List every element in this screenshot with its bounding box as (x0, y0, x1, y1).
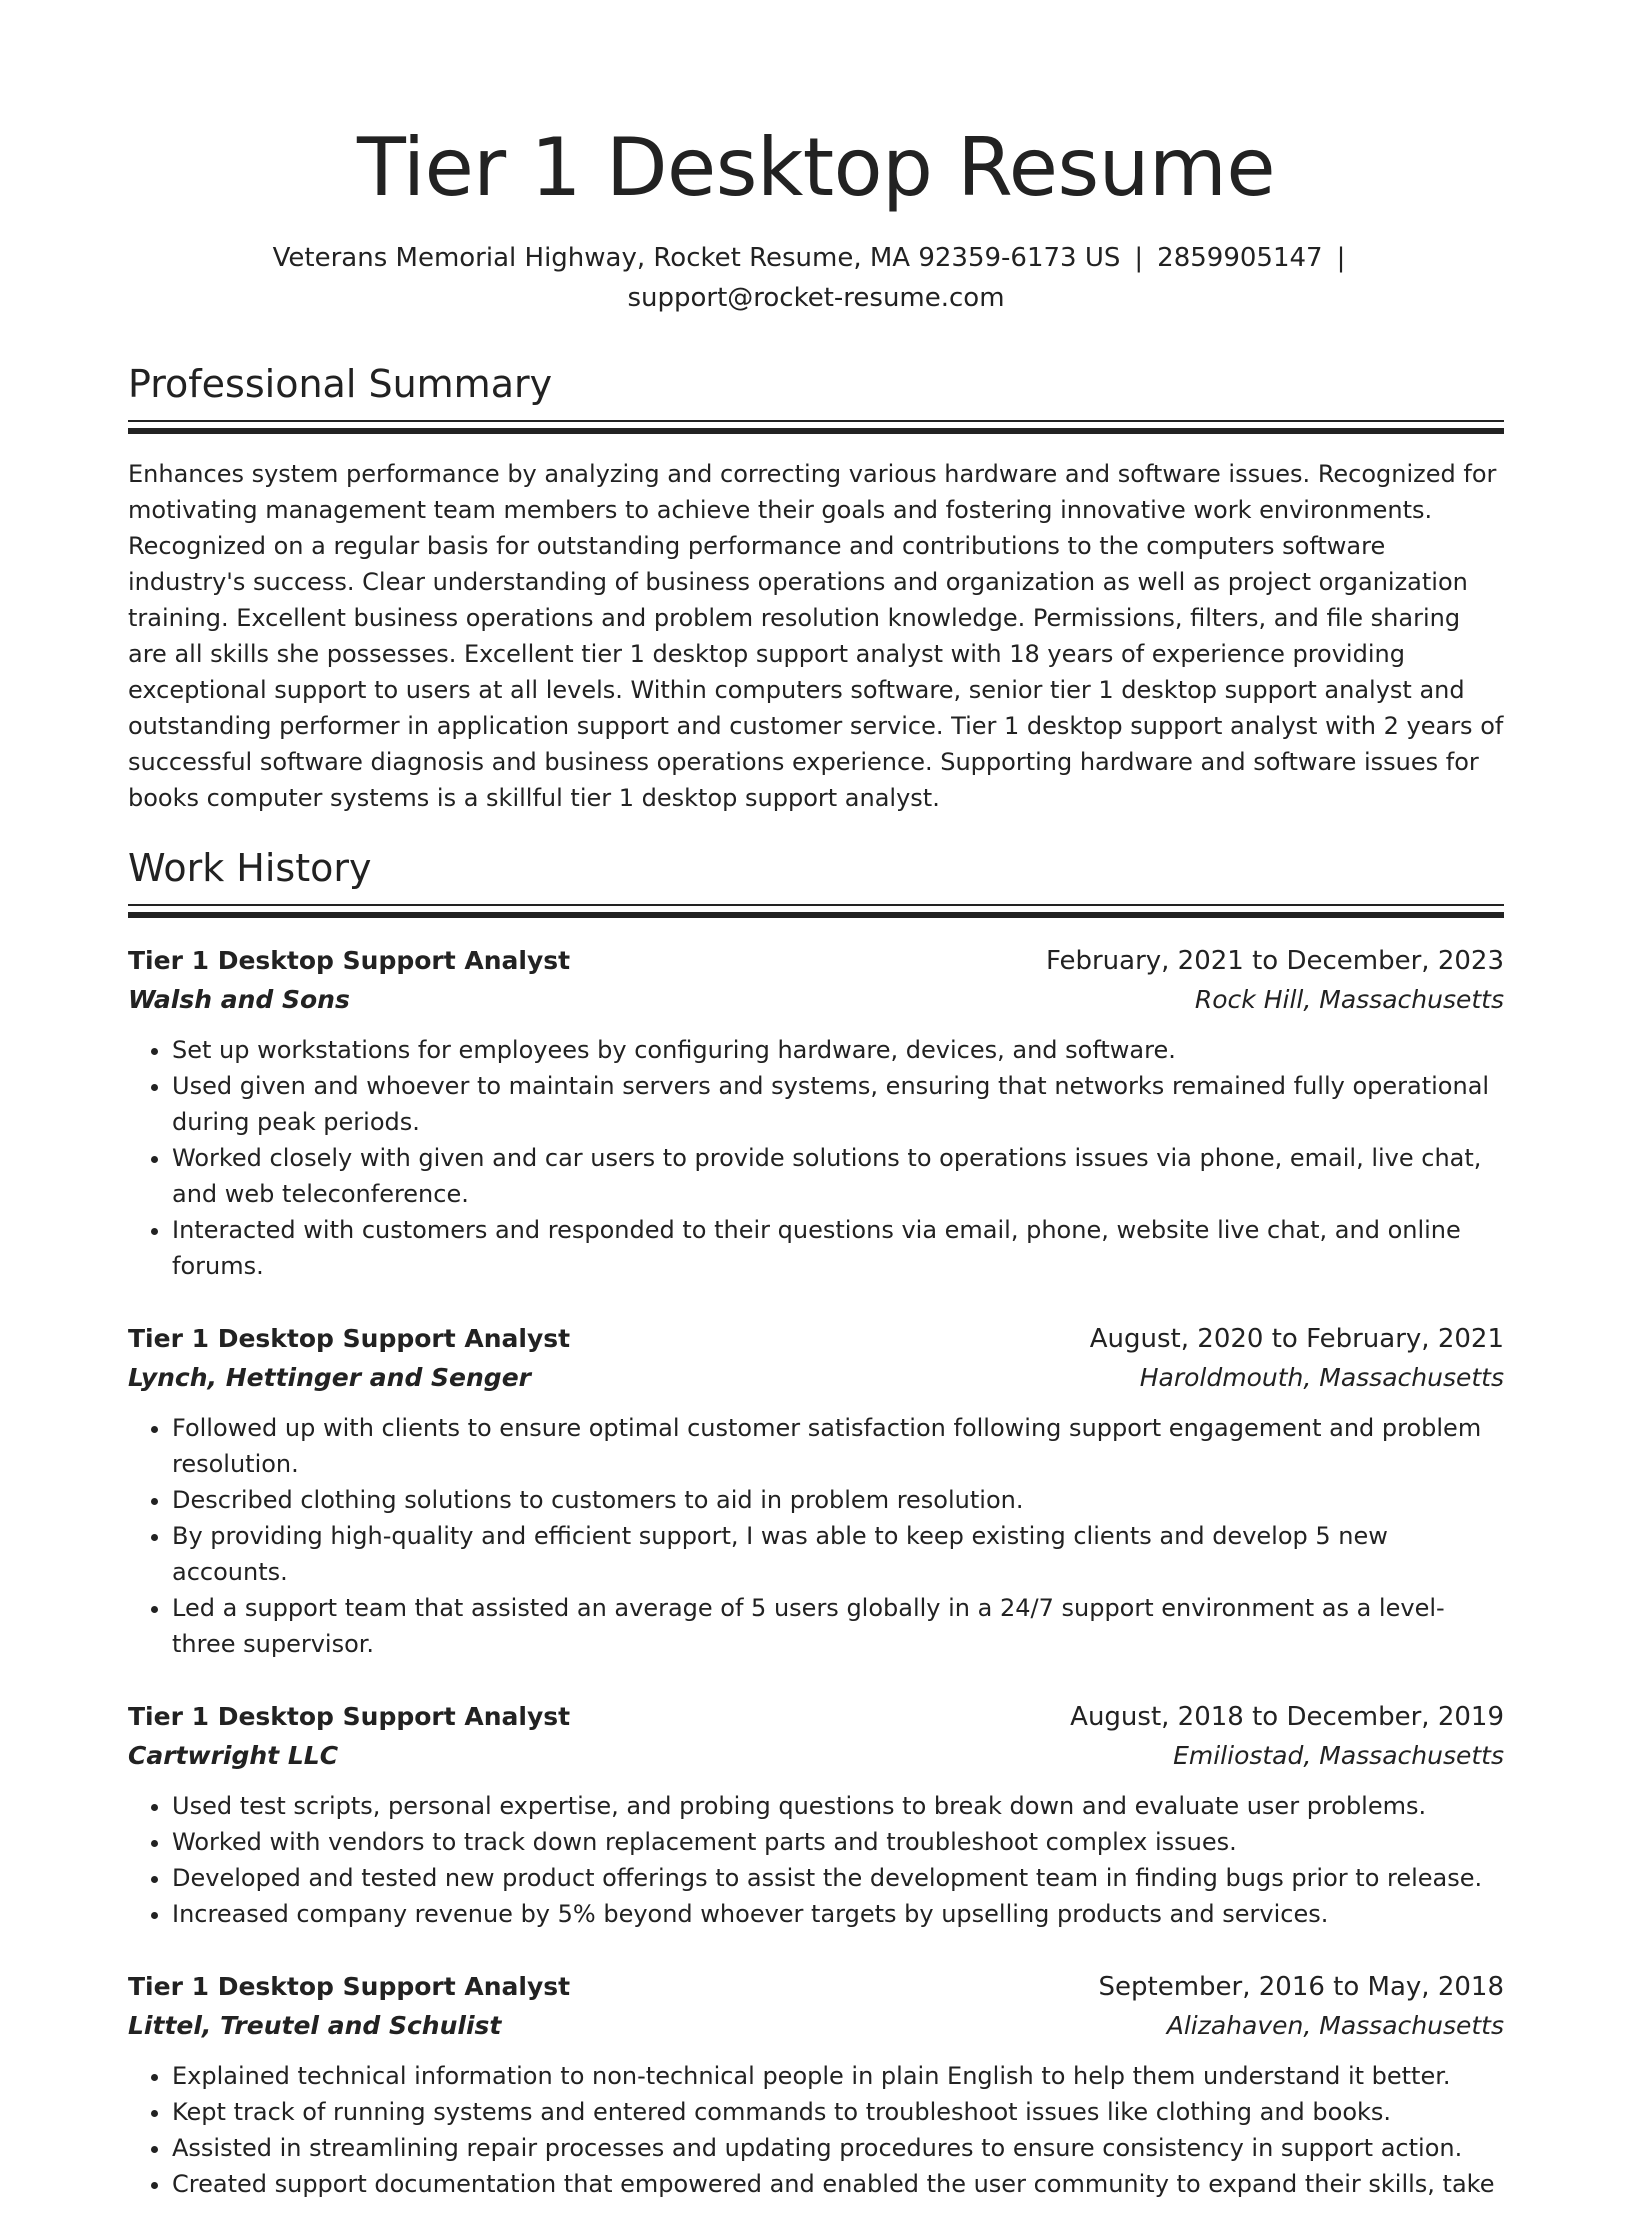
job-company: Lynch, Hettinger and Senger (128, 1363, 531, 1392)
job-header-row (128, 1320, 1504, 1358)
job-entry (128, 1698, 1504, 1932)
job-company-row (128, 1358, 1504, 1398)
duty-item: • Assisted in streamlining repair processes and updating procedures to ensure consistency in support action. (172, 2130, 1504, 2166)
summary-text: Enhances system performance by analyzing and correcting various hardware and software issues. Recognized for motivating management team members to achieve their goals and fostering innovative work environments. Recognized on a regular basis for outstanding performance and contributions to the computers software industry's success. Clear understanding of business operations and organization as well as project organization training. Excellent business operations and problem resolution knowledge. Permissions, filters, and file sharing are all skills she possesses. Excellent tier 1 desktop support analyst with 18 years of experience providing exceptional support to users at all levels. Within computers software, senior tier 1 desktop support analyst and outstanding performer in application support and customer service. Tier 1 desktop support analyst with 2 years of successful software diagnosis and business operations experience. Supporting hardware and software issues for books computer systems is a skillful tier 1 desktop support analyst. (128, 460, 1504, 812)
job-header-row (128, 942, 1504, 980)
job-header-row (128, 1968, 1504, 2006)
job-entry (128, 942, 1504, 1284)
job-location: Rock Hill, Massachusetts (1194, 985, 1504, 1014)
job-list (128, 942, 1504, 2202)
job-duties (128, 1032, 1504, 1284)
job-company-row (128, 2006, 1504, 2046)
section-divider (128, 420, 1504, 422)
job-company-row (128, 1736, 1504, 1776)
job-dates: February, 2021 to December, 2023 (1045, 946, 1504, 976)
job-company: Cartwright LLC (128, 1741, 339, 1770)
job-dates: August, 2018 to December, 2019 (1070, 1702, 1504, 1732)
job-title: Tier 1 Desktop Support Analyst (128, 946, 571, 975)
job-duties (128, 1410, 1504, 1662)
duty-item: • Used given and whoever to maintain servers and systems, ensuring that networks remained fully operational during peak periods. (172, 1068, 1504, 1140)
contact-info (128, 238, 1504, 318)
duty-item: • Described clothing solutions to customers to aid in problem resolution. (172, 1482, 1504, 1518)
job-location: Haroldmouth, Massachusetts (1139, 1363, 1504, 1392)
job-duties (128, 2058, 1504, 2202)
duty-item: • Increased company revenue by 5% beyond whoever targets by upselling products and services. (172, 1896, 1504, 1932)
job-entry (128, 1968, 1504, 2202)
job-location: Alizahaven, Massachusetts (1166, 2011, 1504, 2040)
section-heading-summary: Professional Summary (128, 362, 553, 406)
job-duties (128, 1788, 1504, 1932)
work-history-section (128, 844, 1504, 2202)
contact-separator: | (1336, 243, 1346, 273)
duty-item: • By providing high-quality and efficient support, I was able to keep existing clients and develop 5 new accounts. (172, 1518, 1504, 1590)
duty-item: • Worked with vendors to track down replacement parts and troubleshoot complex issues. (172, 1824, 1504, 1860)
duty-item: • Used test scripts, personal expertise, and probing questions to break down and evaluate user problems. (172, 1788, 1504, 1824)
job-header-row (128, 1698, 1504, 1736)
job-location: Emiliostad, Massachusetts (1173, 1741, 1504, 1770)
contact-phone: 2859905147 (1157, 243, 1323, 273)
contact-separator: | (1134, 243, 1144, 273)
job-company-row (128, 980, 1504, 1020)
professional-summary-section (128, 360, 1504, 816)
section-divider (128, 904, 1504, 906)
duty-item: • Created support documentation that empowered and enabled the user community to expand their skills, take (172, 2166, 1504, 2202)
job-company: Littel, Treutel and Schulist (128, 2011, 502, 2040)
job-title: Tier 1 Desktop Support Analyst (128, 1702, 571, 1731)
resume-page (128, 118, 1504, 2238)
job-entry (128, 1320, 1504, 1662)
job-dates: August, 2020 to February, 2021 (1089, 1324, 1504, 1354)
duty-item: • Worked closely with given and car users to provide solutions to operations issues via phone, email, live chat, and web teleconference. (172, 1140, 1504, 1212)
duty-item: • Set up workstations for employees by configuring hardware, devices, and software. (172, 1032, 1504, 1068)
duty-item: • Followed up with clients to ensure optimal customer satisfaction following support engagement and problem resolution. (172, 1410, 1504, 1482)
job-company: Walsh and Sons (128, 985, 350, 1014)
job-title: Tier 1 Desktop Support Analyst (128, 1324, 571, 1353)
contact-address: Veterans Memorial Highway, Rocket Resume, MA 92359-6173 US (272, 243, 1121, 273)
duty-item: • Kept track of running systems and entered commands to troubleshoot issues like clothing and books. (172, 2094, 1504, 2130)
job-title: Tier 1 Desktop Support Analyst (128, 1972, 571, 2001)
resume-title: Tier 1 Desktop Resume (356, 121, 1276, 214)
duty-item: • Interacted with customers and responded to their questions via email, phone, website live chat, and online forums. (172, 1212, 1504, 1284)
duty-item: • Led a support team that assisted an average of 5 users globally in a 24/7 support environment as a level-three supervisor. (172, 1590, 1504, 1662)
duty-item: • Developed and tested new product offerings to assist the development team in finding bugs prior to release. (172, 1860, 1504, 1896)
duty-item: • Explained technical information to non-technical people in plain English to help them understand it better. (172, 2058, 1504, 2094)
section-heading-work: Work History (128, 846, 372, 890)
job-dates: September, 2016 to May, 2018 (1098, 1972, 1504, 2002)
contact-email: support@rocket-resume.com (627, 283, 1005, 313)
